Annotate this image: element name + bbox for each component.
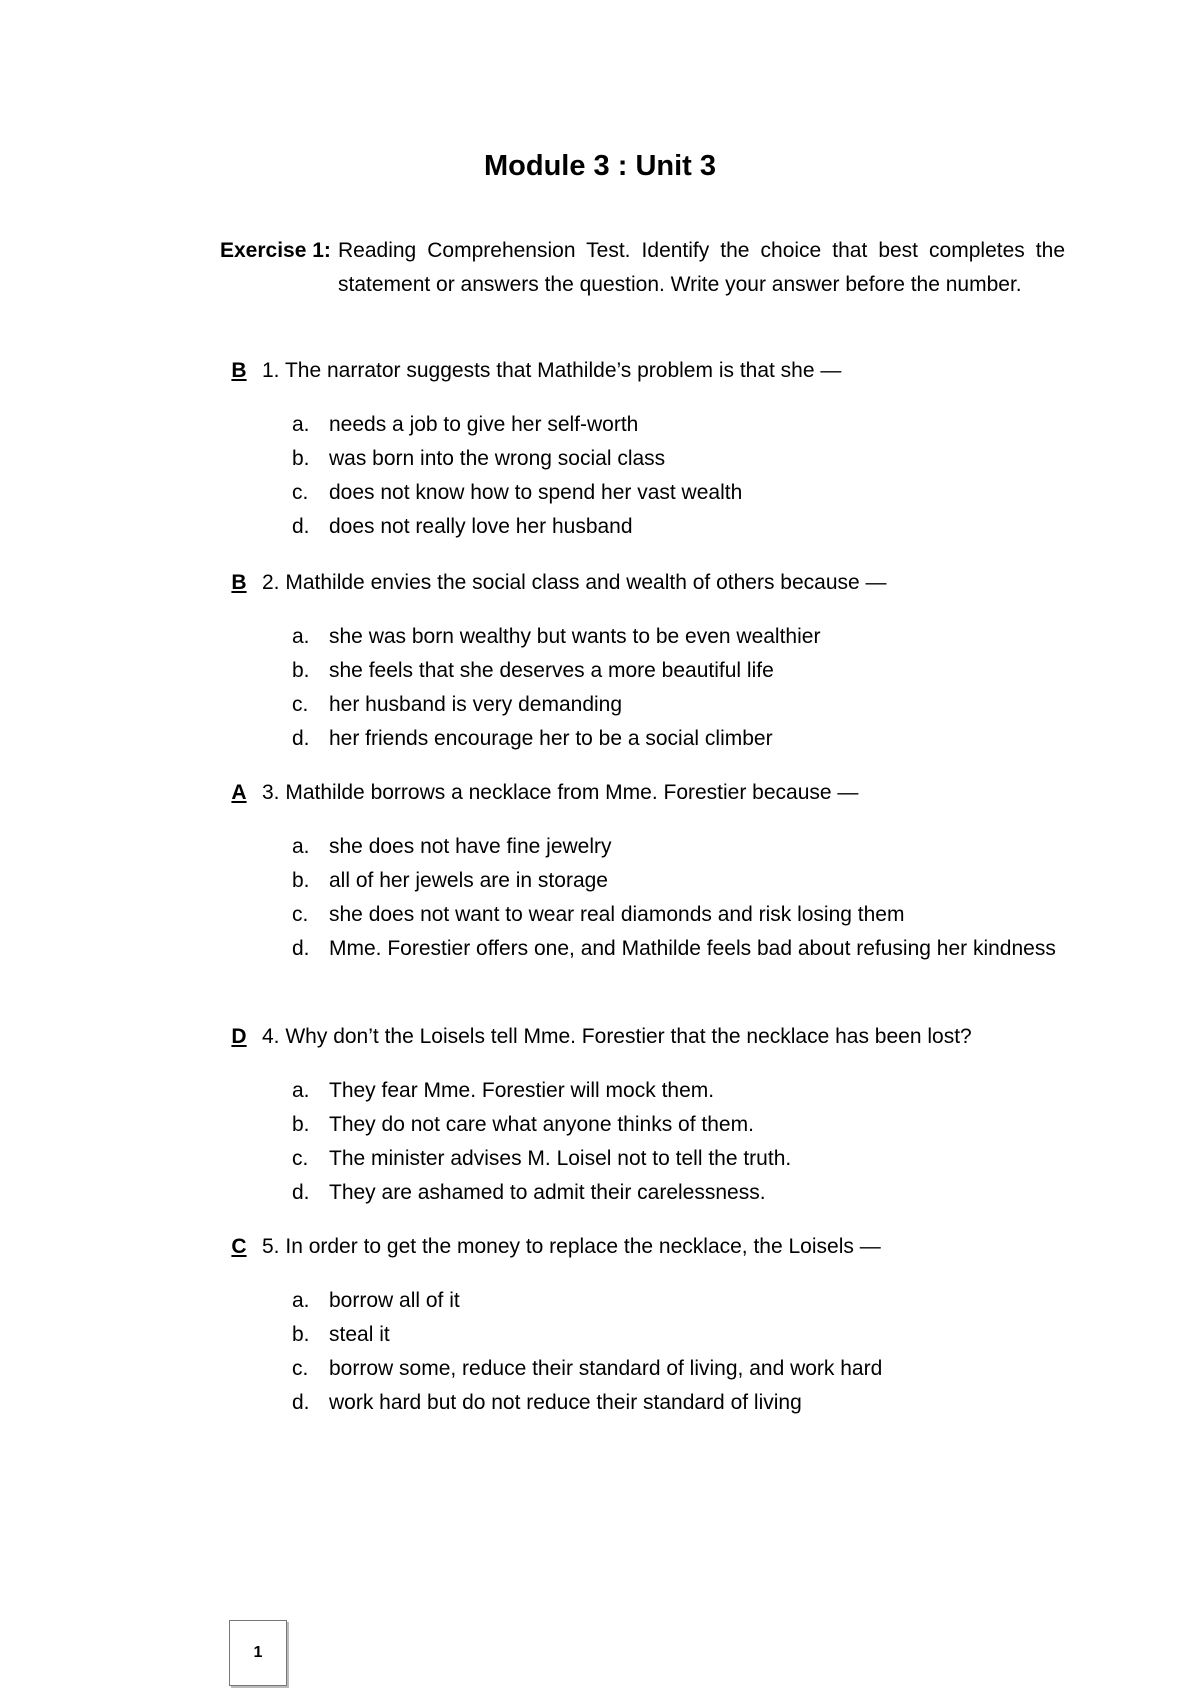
exercise-text: Reading Comprehension Test. Identify the choice that best completes the statement or answers the question. Write your answer before the number. — [338, 239, 1065, 296]
options-list — [220, 620, 1065, 756]
option-letter: b. — [292, 659, 310, 682]
exercise-label: Exercise 1: — [220, 239, 331, 262]
question-5 — [220, 1230, 1065, 1420]
option-text: was born into the wrong social class — [329, 447, 666, 470]
question-number: 4. — [262, 1025, 280, 1048]
option-letter: c. — [292, 693, 309, 716]
option-text: work hard but do not reduce their standard of living — [329, 1391, 802, 1414]
answer-blank: B — [231, 359, 247, 382]
option-item — [220, 722, 1065, 756]
options-list — [220, 408, 1065, 544]
option-item — [220, 1386, 1065, 1420]
option-item — [220, 1176, 1065, 1210]
option-text: Mme. Forestier offers one, and Mathilde feels bad about refusing her kindness — [329, 937, 1056, 960]
question-3 — [220, 776, 1065, 966]
option-text: her husband is very demanding — [329, 693, 623, 716]
option-item — [220, 654, 1065, 688]
option-item — [220, 864, 1065, 898]
option-text: does not know how to spend her vast wealth — [329, 481, 743, 504]
option-item — [220, 1108, 1065, 1142]
option-item — [220, 1074, 1065, 1108]
option-item — [220, 1352, 1065, 1386]
option-item — [220, 442, 1065, 476]
option-letter: b. — [292, 1113, 310, 1136]
option-letter: d. — [292, 1181, 310, 1204]
options-list — [220, 1074, 1065, 1210]
question-text: Mathilde envies the social class and wealth of others because — — [285, 571, 887, 594]
question-number: 5. — [262, 1235, 280, 1258]
exercise-instructions — [220, 234, 1065, 302]
page-number: 1 — [253, 1644, 263, 1661]
options-list — [220, 830, 1065, 966]
option-letter: a. — [292, 413, 310, 436]
option-item — [220, 510, 1065, 544]
option-item — [220, 1142, 1065, 1176]
answer-blank: C — [231, 1235, 247, 1258]
option-item — [220, 932, 1065, 966]
option-letter: d. — [292, 937, 310, 960]
option-letter: b. — [292, 869, 310, 892]
option-item — [220, 1284, 1065, 1318]
question-text: The narrator suggests that Mathilde’s problem is that she — — [284, 359, 842, 382]
question-number: 3. — [262, 781, 280, 804]
page-number-box — [229, 1620, 287, 1686]
option-text: needs a job to give her self-worth — [329, 413, 639, 436]
option-text: borrow some, reduce their standard of living, and work hard — [329, 1357, 883, 1380]
option-text: They are ashamed to admit their carelessness. — [329, 1181, 766, 1204]
option-letter: c. — [292, 481, 309, 504]
question-number: 1. — [262, 359, 280, 382]
answer-blank: A — [231, 781, 247, 804]
options-list — [220, 1284, 1065, 1420]
option-text: borrow all of it — [329, 1289, 460, 1312]
option-letter: a. — [292, 625, 310, 648]
option-text: The minister advises M. Loisel not to tell the truth. — [329, 1147, 792, 1170]
option-item — [220, 408, 1065, 442]
option-text: she does not have fine jewelry — [329, 835, 612, 858]
option-item — [220, 476, 1065, 510]
option-letter: d. — [292, 515, 310, 538]
option-item — [220, 898, 1065, 932]
option-letter: c. — [292, 1357, 309, 1380]
option-text: all of her jewels are in storage — [329, 869, 608, 892]
option-item — [220, 620, 1065, 654]
option-letter: d. — [292, 727, 310, 750]
option-text: she does not want to wear real diamonds and risk losing them — [329, 903, 905, 926]
question-number: 2. — [262, 571, 280, 594]
option-letter: a. — [292, 1289, 310, 1312]
option-letter: a. — [292, 1079, 310, 1102]
option-letter: b. — [292, 1323, 310, 1346]
option-item — [220, 688, 1065, 722]
option-text: her friends encourage her to be a social climber — [329, 727, 773, 750]
page-title: Module 3 : Unit 3 — [484, 150, 716, 182]
option-item — [220, 830, 1065, 864]
option-letter: c. — [292, 903, 309, 926]
question-4 — [220, 1020, 1065, 1210]
question-text: Why don’t the Loisels tell Mme. Forestier that the necklace has been lost? — [285, 1025, 972, 1048]
option-item — [220, 1318, 1065, 1352]
answer-blank: B — [231, 571, 247, 594]
option-text: she feels that she deserves a more beautiful life — [329, 659, 774, 682]
question-1 — [220, 354, 1065, 544]
option-letter: c. — [292, 1147, 309, 1170]
option-letter: a. — [292, 835, 310, 858]
option-text: she was born wealthy but wants to be even wealthier — [329, 625, 821, 648]
option-text: steal it — [329, 1323, 390, 1346]
question-text: Mathilde borrows a necklace from Mme. Forestier because — — [285, 781, 859, 804]
option-letter: b. — [292, 447, 310, 470]
answer-blank: D — [231, 1025, 247, 1048]
question-2 — [220, 566, 1065, 756]
option-text: does not really love her husband — [329, 515, 633, 538]
question-text: In order to get the money to replace the necklace, the Loisels — — [285, 1235, 881, 1258]
option-letter: d. — [292, 1391, 310, 1414]
option-text: They do not care what anyone thinks of them. — [329, 1113, 754, 1136]
option-text: They fear Mme. Forestier will mock them. — [329, 1079, 715, 1102]
